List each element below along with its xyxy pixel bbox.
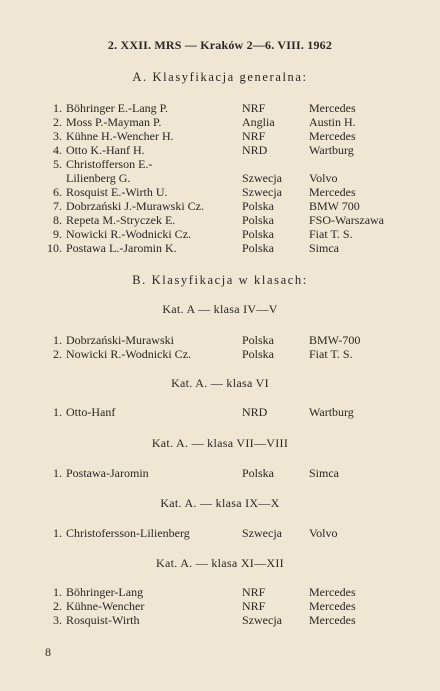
car: Volvo — [309, 171, 338, 185]
class-row — [0, 333, 440, 347]
crew-name: Böhringer-Lang — [66, 585, 144, 599]
car: Fiat T. S. — [309, 227, 353, 241]
car: Mercedes — [309, 599, 356, 613]
crew-name: Kühne H.-Wencher H. — [66, 129, 174, 143]
row-number: 3. — [53, 613, 62, 627]
car: BMW-700 — [309, 333, 361, 347]
car: Mercedes — [309, 585, 356, 599]
country: NRF — [242, 129, 266, 143]
crew-name: Kühne-Wencher — [66, 599, 145, 613]
row-number: 9. — [53, 227, 62, 241]
page-title: 2. XXII. MRS — Kraków 2—6. VIII. 1962 — [107, 38, 333, 52]
general-heading: A. Klasyfikacja generalna: — [132, 70, 308, 84]
general-row — [0, 213, 440, 227]
crew-name: Lilienberg G. — [66, 171, 131, 185]
row-number: 10. — [47, 241, 62, 255]
classes-heading: B. Klasyfikacja w klasach: — [132, 273, 308, 287]
class-label: Kat. A. — klasa XI—XII — [156, 556, 284, 570]
crew-name: Otto-Hanf — [66, 405, 116, 419]
country: NRD — [242, 143, 268, 157]
crew-name: Postawa L.-Jaromin K. — [66, 241, 177, 255]
general-row — [0, 143, 440, 157]
row-number: 1. — [53, 333, 62, 347]
general-row — [0, 185, 440, 199]
car: FSO-Warszawa — [309, 213, 385, 227]
class-label: Kat. A. — klasa IX—X — [160, 496, 280, 510]
country: Polska — [242, 333, 275, 347]
crew-name: Nowicki R.-Wodnicki Cz. — [66, 227, 192, 241]
general-row — [0, 129, 440, 143]
crew-name: Christofferson E.- — [66, 157, 153, 171]
country: Polska — [242, 241, 275, 255]
country: NRF — [242, 585, 266, 599]
car: Wartburg — [309, 143, 354, 157]
country: Anglia — [242, 115, 275, 129]
country: Szwecja — [242, 185, 282, 199]
row-number: 1. — [53, 101, 62, 115]
row-number: 2. — [53, 599, 62, 613]
general-row — [0, 199, 440, 213]
crew-name: Nowicki R.-Wodnicki Cz. — [66, 347, 192, 361]
car: Simca — [309, 241, 339, 255]
row-number: 8. — [53, 213, 62, 227]
car: Mercedes — [309, 101, 356, 115]
crew-name: Repeta M.-Stryczek E. — [66, 213, 176, 227]
class-label: Kat. A. — klasa VII—VIII — [151, 436, 289, 450]
car: Mercedes — [309, 185, 356, 199]
class-row — [0, 347, 440, 361]
general-row — [0, 115, 440, 129]
country: Szwecja — [242, 526, 282, 540]
country: Polska — [242, 213, 275, 227]
general-row — [0, 241, 440, 255]
page-number: 8 — [45, 645, 51, 659]
row-number: 1. — [53, 466, 62, 480]
class-label: Kat. A — klasa IV—V — [162, 302, 278, 316]
crew-name: Böhringer E.-Lang P. — [66, 101, 168, 115]
row-number: 7. — [53, 199, 62, 213]
general-row — [0, 227, 440, 241]
crew-name: Christofersson-Lilienberg — [66, 526, 190, 540]
car: Mercedes — [309, 129, 356, 143]
class-row — [0, 466, 440, 480]
class-row — [0, 599, 440, 613]
car: Mercedes — [309, 613, 356, 627]
country: Polska — [242, 466, 275, 480]
country: Polska — [242, 199, 275, 213]
country: NRF — [242, 599, 266, 613]
country: NRF — [242, 101, 266, 115]
class-row — [0, 526, 440, 540]
row-number: 1. — [53, 526, 62, 540]
crew-name: Dobrzański J.-Murawski Cz. — [66, 199, 204, 213]
country: Polska — [242, 227, 275, 241]
row-number: 3. — [53, 129, 62, 143]
car: Fiat T. S. — [309, 347, 353, 361]
row-number: 5. — [53, 157, 62, 171]
general-row — [0, 171, 440, 185]
country: NRD — [242, 405, 268, 419]
car: Austin H. — [309, 115, 356, 129]
row-number: 4. — [53, 143, 62, 157]
crew-name: Rosquist E.-Wirth U. — [66, 185, 168, 199]
crew-name: Postawa-Jaromin — [66, 466, 149, 480]
row-number: 2. — [53, 347, 62, 361]
class-label: Kat. A. — klasa VI — [171, 376, 269, 390]
general-row — [0, 101, 440, 115]
row-number: 6. — [53, 185, 62, 199]
country: Szwecja — [242, 613, 282, 627]
car: Simca — [309, 466, 339, 480]
class-row — [0, 585, 440, 599]
general-row — [0, 157, 440, 171]
country: Szwecja — [242, 171, 282, 185]
row-number: 2. — [53, 115, 62, 129]
row-number: 1. — [53, 405, 62, 419]
car: Wartburg — [309, 405, 354, 419]
car: Volvo — [309, 526, 338, 540]
car: BMW 700 — [309, 199, 360, 213]
crew-name: Moss P.-Mayman P. — [66, 115, 162, 129]
row-number: 1. — [53, 585, 62, 599]
crew-name: Rosquist-Wirth — [66, 613, 140, 627]
country: Polska — [242, 347, 275, 361]
crew-name: Otto K.-Hanf H. — [66, 143, 145, 157]
class-row — [0, 405, 440, 419]
class-row — [0, 613, 440, 627]
crew-name: Dobrzański-Murawski — [66, 333, 174, 347]
